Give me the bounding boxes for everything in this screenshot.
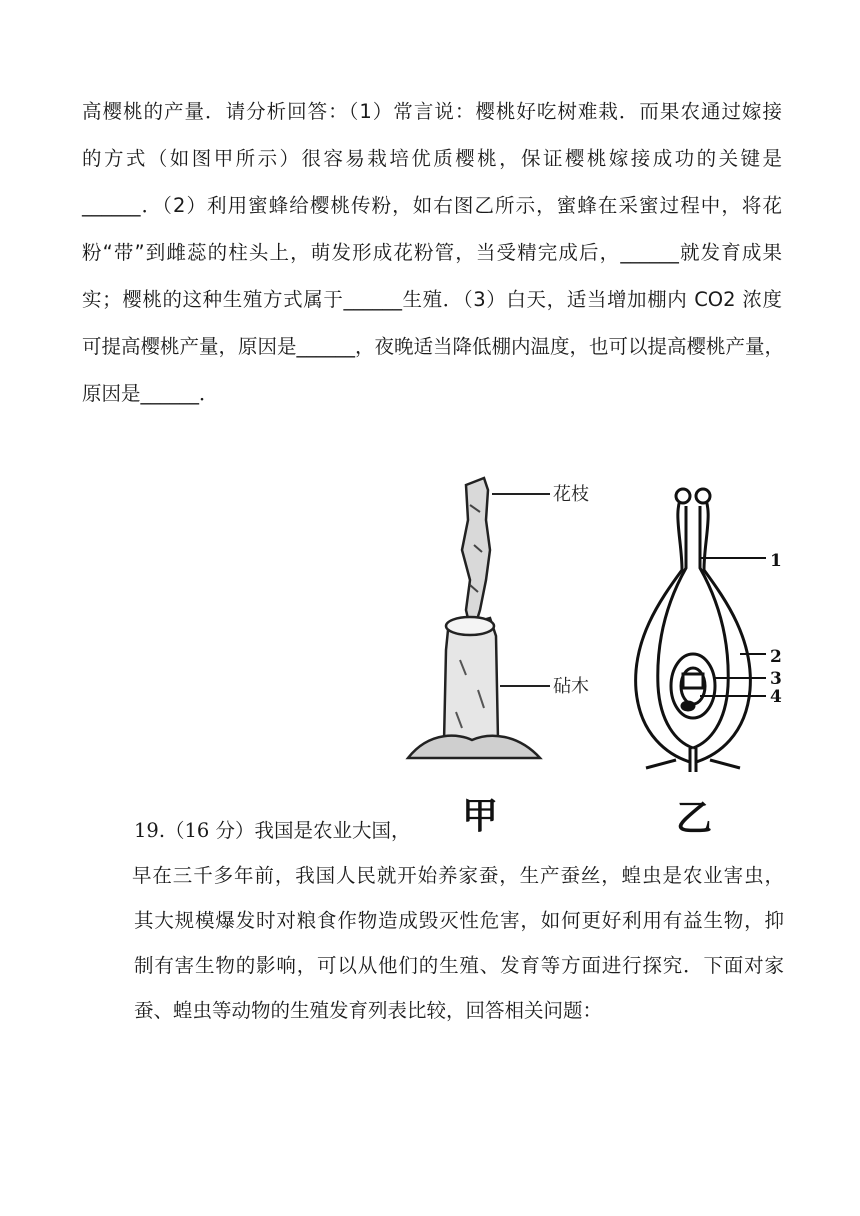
question-19 xyxy=(134,808,784,1033)
passage-line: 的方式（如图甲所示）很容易栽培优质樱桃，保证樱桃嫁接成功的关键是 xyxy=(82,147,782,170)
question-19-line: 早在三千多年前，我国人民就开始养家蚕，生产蚕丝，蝗虫是农业害虫， xyxy=(132,864,784,887)
pistil-label-3: 3 xyxy=(770,669,782,689)
pistil-label-1: 1 xyxy=(770,551,782,571)
figure-yi-caption: 乙 xyxy=(676,797,713,839)
stock-drawing xyxy=(408,617,540,758)
grafting-and-pistil-figure xyxy=(400,450,790,840)
pistil-drawing xyxy=(636,489,751,772)
passage-line: 粉“带”到雌蕊的柱头上，萌发形成花粉管，当受精完成后，______就发育成果 xyxy=(82,241,782,264)
passage-line: 可提高樱桃产量，原因是______，夜晚适当降低棚内温度，也可以提高樱桃产量， xyxy=(82,335,785,358)
scion-label: 花枝 xyxy=(553,484,589,505)
question-19-line: 其大规模爆发时对粮食作物造成毁灭性危害，如何更好利用有益生物，抑 xyxy=(134,909,784,932)
passage-line: ______．（2）利用蜜蜂给樱桃传粉，如右图乙所示，蜜蜂在采蜜过程中，将花 xyxy=(82,194,782,217)
question-passage xyxy=(82,88,785,417)
passage-line: 实；樱桃的这种生殖方式属于______生殖．（3）白天，适当增加棚内 CO2 浓度 xyxy=(82,288,782,311)
question-19-heading: 19.（16 分）我国是农业大国， xyxy=(134,819,411,842)
question-19-line: 制有害生物的影响，可以从他们的生殖、发育等方面进行探究．下面对家 xyxy=(134,954,784,977)
passage-line: 原因是______． xyxy=(82,382,219,405)
figure-illustration xyxy=(400,450,790,840)
passage-line: 高樱桃的产量．请分析回答：（1）常言说：樱桃好吃树难栽．而果农通过嫁接 xyxy=(82,100,782,123)
figure-jia-caption: 甲 xyxy=(462,795,499,837)
stock-label: 砧木 xyxy=(553,676,589,697)
question-19-line: 蚕、蝗虫等动物的生殖发育列表比较，回答相关问题： xyxy=(134,999,603,1022)
pistil-label-4: 4 xyxy=(770,687,782,707)
pistil-label-2: 2 xyxy=(770,647,782,667)
scion-drawing xyxy=(462,478,490,636)
